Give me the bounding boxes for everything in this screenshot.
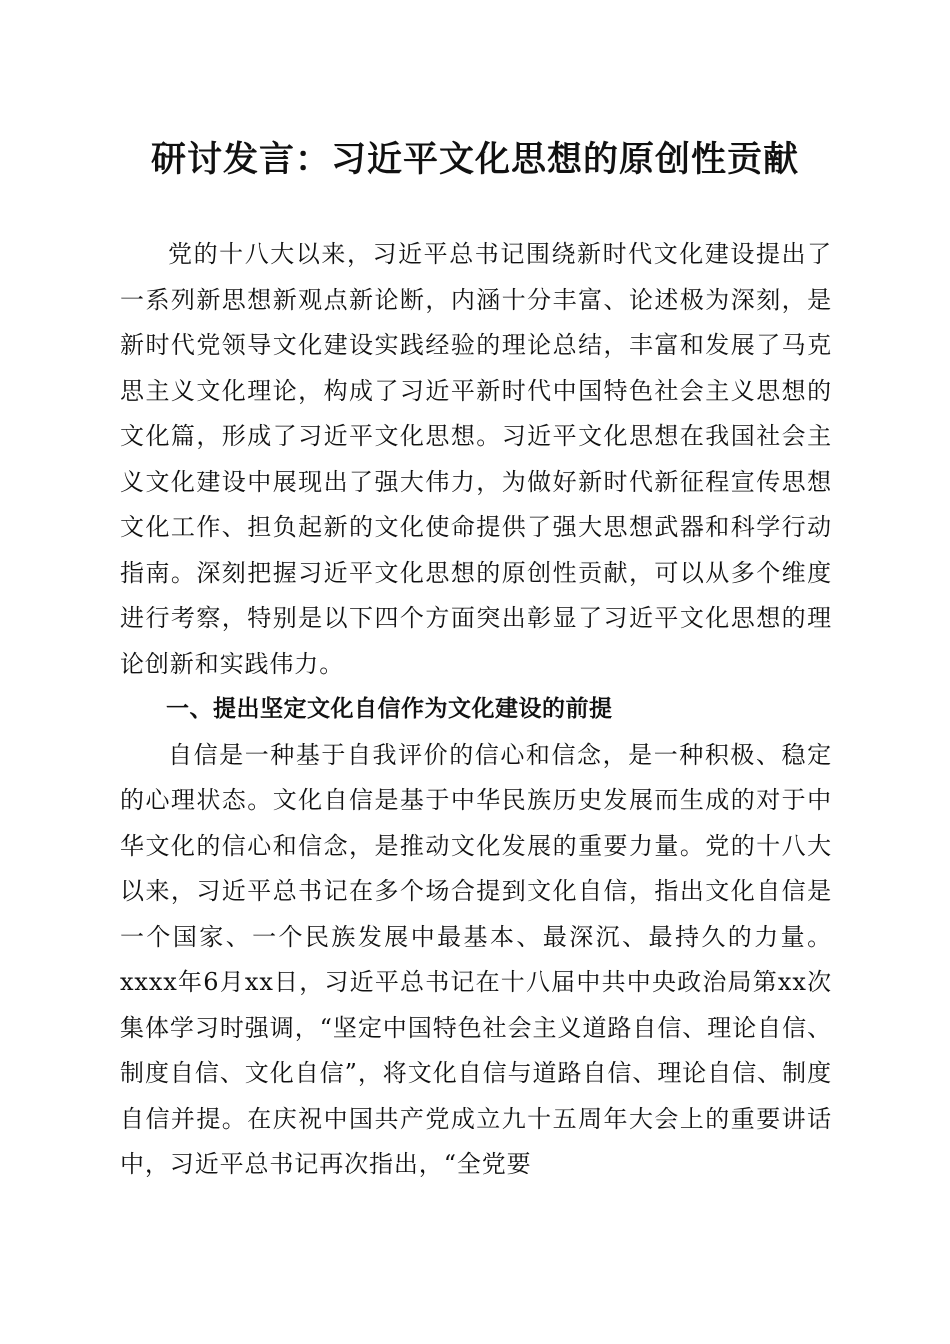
intro-paragraph: 党的十八大以来，习近平总书记围绕新时代文化建设提出了一系列新思想新观点新论断，内涵十分丰富、论述极为深刻，是新时代党领导文化建设实践经验的理论总结，丰富和发展了马克思主义文化理论，构成了习近平新时代中国特色社会主义思想的文化篇，形成了习近平文化思想。习近平文化思想在我国社会主义文化建设中展现出了强大伟力，为做好新时代新征程宣传思想文化工作、担负起新的文化使命提供了强大思想武器和科学行动指南。深刻把握习近平文化思想的原创性贡献，可以从多个维度进行考察，特别是以下四个方面突出彰显了习近平文化思想的理论创新和实践伟力。	[120, 240, 832, 678]
section-heading-1: 一、提出坚定文化自信作为文化建设的前提	[166, 696, 613, 722]
section-1-paragraph: 自信是一种基于自我评价的信心和信念，是一种积极、稳定的心理状态。文化自信是基于中华民族历史发展而生成的对于中华文化的信心和信念，是推动文化发展的重要力量。党的十八大以来，习近平总书记在多个场合提到文化自信，指出文化自信是一个国家、一个民族发展中最基本、最深沉、最持久的力量。xxxx年6月xx日，习近平总书记在十八届中共中央政治局第xx次集体学习时强调，“坚定中国特色社会主义道路自信、理论自信、制度自信、文化自信”，将文化自信与道路自信、理论自信、制度自信并提。在庆祝中国共产党成立九十五周年大会上的重要讲话中，习近平总书记再次指出，“全党要	[120, 740, 832, 1178]
document-title: 研讨发言：习近平文化思想的原创性贡献	[150, 139, 799, 180]
document-body	[120, 232, 832, 1188]
